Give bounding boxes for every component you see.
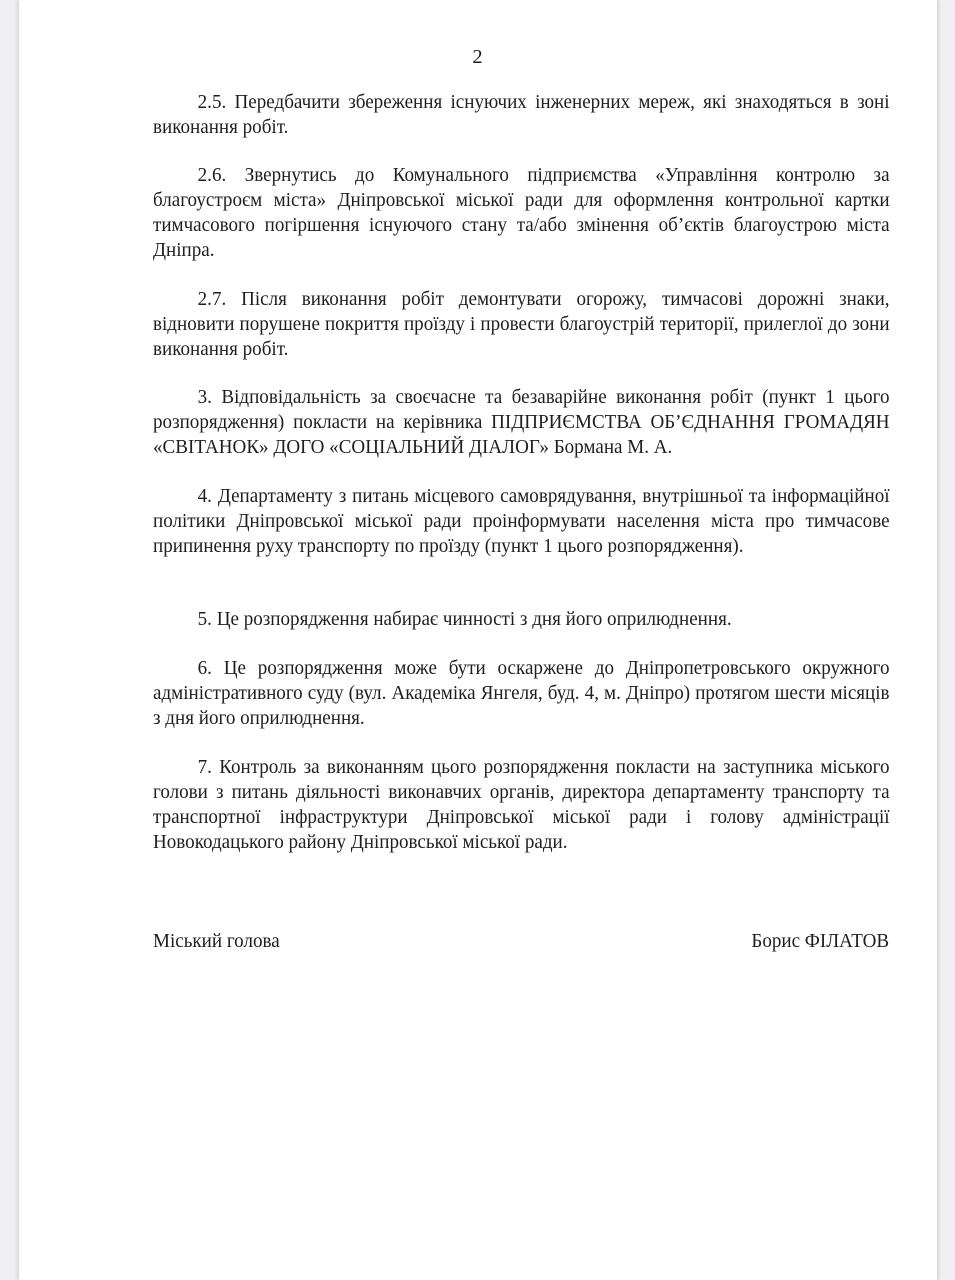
paragraph-3: 3. Відповідальність за своєчасне та безаварійне виконання робіт (пункт 1 цього розпорядження) покласти на керівника ПІДПРИЄМСТВА ОБ’ЄДНАННЯ ГРОМАДЯН «СВІТАНОК» ДОГО «СОЦІАЛЬНИЙ ДІАЛОГ» Бормана М. А. xyxy=(153,386,890,458)
paragraph-5: 5. Це розпорядження набирає чинності з дня його оприлюднення. xyxy=(197,608,732,630)
page-number: 2 xyxy=(472,46,483,68)
paragraph-2-5: 2.5. Передбачити збереження існуючих інженерних мереж, які знаходяться в зоні виконання робіт. xyxy=(153,91,890,138)
paragraph-2-7: 2.7. Після виконання робіт демонтувати огорожу, тимчасові дорожні знаки, відновити порушене покриття проїзду і провести благоустрій території, прилеглої до зони виконання робіт. xyxy=(153,288,890,360)
paragraph-7: 7. Контроль за виконанням цього розпорядження покласти на заступника міського голови з питань діяльності виконавчих органів, директора департаменту транспорту та транспортної інфраструктури Дніпровської міської ради і голову адміністрації Новокодацького району Дніпровської міської ради. xyxy=(153,756,890,853)
signatory-name: Борис ФІЛАТОВ xyxy=(751,930,889,952)
paragraph-2-6: 2.6. Звернутись до Комунального підприємства «Управління контролю за благоустроєм міста» Дніпровської міської ради для оформлення контрольної картки тимчасового погіршення існуючого стану та/або змінення об’єктів благоустрою міста Дніпра. xyxy=(153,164,890,261)
paragraph-6: 6. Це розпорядження може бути оскаржене до Дніпропетровського окружного адміністративного суду (вул. Академіка Янгеля, буд. 4, м. Дніпро) протягом шести місяців з дня його оприлюднення. xyxy=(153,657,890,729)
signatory-position: Міський голова xyxy=(153,930,280,952)
paragraph-4: 4. Департаменту з питань місцевого самоврядування, внутрішньої та інформаційної політики Дніпровської міської ради проінформувати населення міста про тимчасове припинення руху транспорту по проїзду (пункт 1 цього розпорядження). xyxy=(153,485,890,557)
